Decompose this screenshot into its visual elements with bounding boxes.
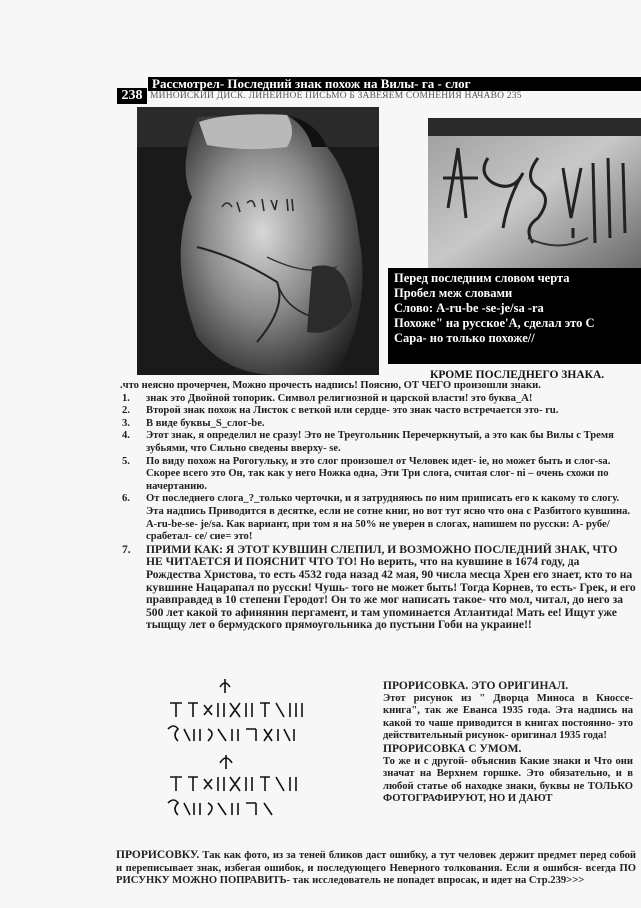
right-paragraph-reasoned: То же и с другой- объяснив Какие знаки и Что они значат на Верхнем горшке. Это обязательно, и в любой статье об находке знаки, буквы не ТОЛЬКО ФОТОГРАФИРУЮТ, НО И ДАЮТ (383, 755, 633, 805)
glyph-drawings (160, 675, 380, 835)
annotation-box (388, 268, 641, 364)
main-body-text (120, 380, 636, 632)
vase-photo (137, 107, 379, 375)
list-item: 6. От последнего слога_?_только черточки, и я затрудняюсь по ним приписать его к какому то слогу. Эта надпись Приводится в десятке, если не сотне книг, но вот тут ясно что она с Разбитого кувшина. A-ru-be-se- je/sa. Как вариант, при том я на 50% не уверен в слогах, напишем по русски: А- рубе/ срабетал- се/ сие= это! (122, 493, 631, 543)
annotation-line: Пробел меж словами (394, 286, 513, 300)
top-banner: Рассмотрел- Последний знак похож на Вилы- га - слог (148, 77, 641, 91)
running-head: МИНОЙСКИЙ ДИСК. ЛИНЕЙНОЕ ПИСЬМО Б ЗАВЕЯЕМ СОМНЕНИЯ НАЧАВО 235 (150, 91, 522, 101)
right-paragraph-original: Этот рисунок из " Дворца Миноса в Кноссе- книга", так же Еванса 1935 года. Эта надпись на какой то чаше приводится в книгах постоянно- это действительный рисунок- оригинал 1935 года! (383, 692, 633, 742)
list-item: 3. В виде буквы_S_слог-be. (122, 417, 265, 429)
list-item: 4. Этот знак, я определил не сразу! Это не Треугольник Перечеркнутый, а это как бы Вилы с Тремя зубьями, что Сильно сведены вверху- se. (122, 430, 614, 454)
bottom-text: Так как фото, из за теней бликов даст ошибку, а тут человек держит предмет перед собой и переписывает знак, избегая ошибок, и последующего Неверного толкования. Если я ошибся- всегда ПО РИСУНКУ МОЖНО ПОПРАВИТЬ- так исследователь не попадет впросак, и идет на Стр.239>>> (116, 850, 636, 887)
right-heading-reasoned: ПРОРИСОВКА С УМОМ. (383, 742, 522, 755)
bottom-heading: ПРОРИСОВКУ. (116, 849, 200, 861)
intro-paragraph: .что неясно прочерчен, Можно прочесть надпись! Поясню, ОТ ЧЕГО произошли знаки. (120, 380, 541, 391)
list-item: 2. Второй знак похож на Листок с веткой или сердце- это знак часто встречается это- ru. (122, 405, 559, 417)
inscription-closeup-photo (428, 118, 641, 268)
page-number: 238 (117, 88, 147, 104)
list-item: 7. ПРИМИ КАК: Я ЭТОТ КУВШИН СЛЕПИЛ, И ВОЗМОЖНО ПОСЛЕДНИЙ ЗНАК, ЧТО НЕ ЧИТАЕТСЯ И ПОЯСНИТ ЧТО ТО! Но верить, что на кувшине в 1674 году, да Рождества Христова, то есть 4532 года назад 42 мая, 90 числа месца Хрен его знает, кто то на кувшине Нацарапал по русски! Чушь- того не может быть! Тогда Корнев, то есть- Грек, и его правправдед в 10 степени Геродот! Он то же мог написать такое- что мол, читал, до него за 500 лет какой то афинянин пергамент, и там упоминается Атлантида! Мать ее! Ищут уже тыщщу лет о бермудского прямоугольника до пустыни Гоби на украине!! (122, 542, 636, 632)
drawing-original (168, 679, 302, 741)
section-heading: КРОМЕ ПОСЛЕДНЕГО ЗНАКА. (430, 369, 605, 381)
annotation-line: Перед последним словом черта (394, 271, 570, 285)
right-column-text (383, 680, 633, 806)
annotation-line: Похоже" на русское'А, сделал это С (394, 316, 595, 330)
annotation-line: Слово: A-ru-be -se-je/sa -ra (394, 301, 544, 315)
drawing-with-reasoning (168, 755, 296, 815)
right-heading-original: ПРОРИСОВКА. ЭТО ОРИГИНАЛ. (383, 680, 569, 692)
list-item: 1. знак это Двойной топорик. Символ религиозной и царской власти! это буква_А! (122, 392, 533, 404)
annotation-line: Сара- но только похоже// (394, 331, 535, 345)
numbered-list (120, 393, 636, 632)
bottom-paragraph (116, 849, 636, 888)
list-item: 5. По виду похож на Рогогульку, и это слог произошел от Человек идет- ie, но может быть и слог-sa. Скорее всего это Он, так как у него Ножка одна, Эти Три слога, считая слог- ni – очень схожи по начертанию. (122, 455, 611, 492)
